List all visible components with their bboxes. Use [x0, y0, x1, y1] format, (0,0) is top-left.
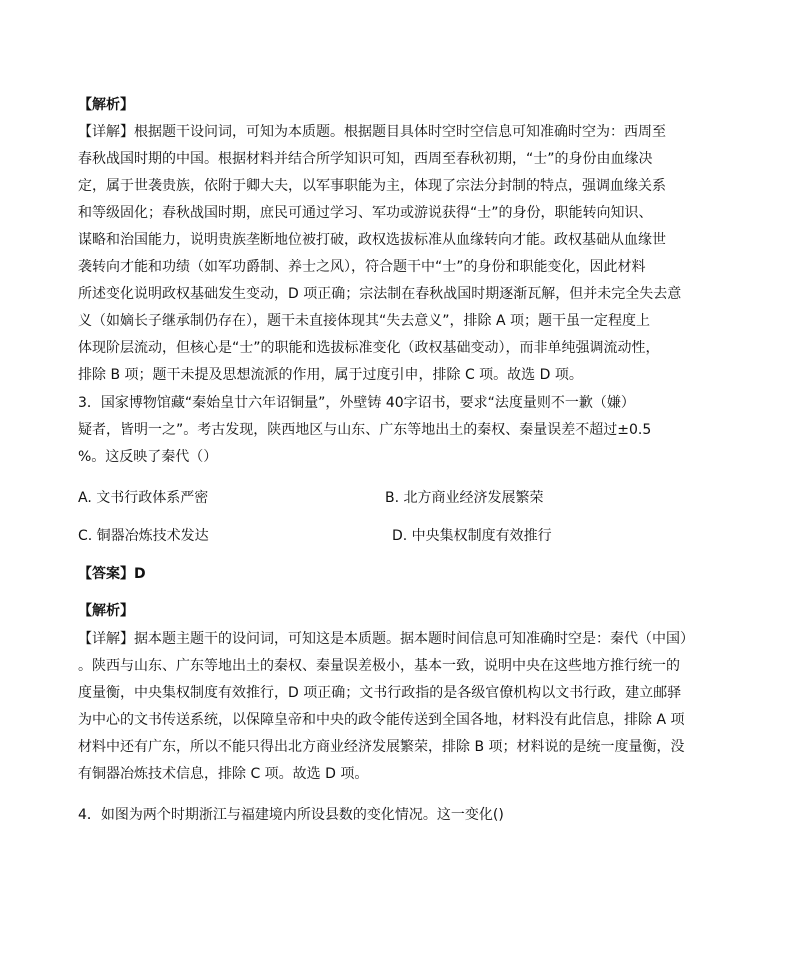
option-a: A. 文书行政体系严密 [78, 490, 209, 506]
paragraph-line: 材料中还有广东，所以不能只得出北方商业经济发展繁荣，排除 B 项；材料说的是统一度量衡，没 [78, 739, 685, 755]
analysis-heading: 【解析】 [78, 97, 134, 113]
paragraph-line: 为中心的文书传送系统，以保障皇帝和中央的政令能传送到全国各地，材料没有此信息，排除 A 项 [78, 712, 685, 728]
option-b: B. 北方商业经济发展繁荣 [385, 490, 544, 506]
paragraph-line: 有铜器冶炼技术信息，排除 C 项。故选 D 项。 [78, 766, 369, 782]
paragraph-line: 和等级固化；春秋战国时期，庶民可通过学习、军功或游说获得“士”的身份，职能转向知识、 [78, 205, 653, 221]
paragraph-line: 【详解】根据题干设问词，可知为本质题。根据题目具体时空时空信息可知准确时空为：西周至 [78, 124, 666, 140]
paragraph-line: 义（如嫡长子继承制仍存在），题干未直接体现其“失去意义”，排除 A 项；题干虽一定程度上 [78, 313, 650, 329]
paragraph-line: 排除 B 项；题干未提及思想流派的作用，属于过度引申，排除 C 项。故选 D 项。 [78, 367, 583, 383]
question-line: 3．国家博物馆藏“秦始皇廿六年诏铜量”，外壁铸 40字诏书，要求“法度量则不一歉（嫌） [78, 395, 635, 411]
paragraph-line: 定，属于世袭贵族，依附于卿大夫，以军事职能为主，体现了宗法分封制的特点，强调血缘关系 [78, 178, 666, 194]
analysis-heading: 【解析】 [78, 603, 134, 619]
option-d: D. 中央集权制度有效推行 [392, 528, 552, 544]
paragraph-line: 袭转向才能和功绩（如军功爵制、养士之风），符合题干中“士”的身份和职能变化，因此材料 [78, 259, 646, 275]
paragraph-line: 春秋战国时期的中国。根据材料并结合所学知识可知，西周至春秋初期，“士”的身份由血缘决 [78, 151, 653, 167]
paragraph-line: 【详解】据本题主题干的设问词，可知这是本质题。据本题时间信息可知准确时空是：秦代（中国） [78, 631, 694, 647]
paragraph-line: 体现阶层流动，但核心是“士”的职能和选拔标准变化（政权基础变动），而非单纯强调流动性， [78, 340, 660, 356]
paragraph-line: 。陕西与山东、广东等地出土的秦权、秦量误差极小，基本一致，说明中央在这些地方推行统一的 [78, 658, 680, 674]
paragraph-line: 所述变化说明政权基础发生变动，D 项正确；宗法制在春秋战国时期逐渐瓦解，但并未完全失去意 [78, 286, 682, 302]
option-c: C. 铜器冶炼技术发达 [78, 528, 209, 544]
question-line: %。这反映了秦代（） [78, 449, 218, 465]
paragraph-line: 谋略和治国能力，说明贵族垄断地位被打破，政权选拔标准从血缘转向才能。政权基础从血缘世 [78, 232, 666, 248]
question-4: 4．如图为两个时期浙江与福建境内所设县数的变化情况。这一变化() [78, 807, 504, 823]
answer-label: 【答案】D [78, 566, 146, 582]
question-line: 疑者，皆明一之”。考古发现，陕西地区与山东、广东等地出土的秦权、秦量误差不超过±0.5 [78, 422, 652, 438]
paragraph-line: 度量衡，中央集权制度有效推行，D 项正确；文书行政指的是各级官僚机构以文书行政，建立邮驿 [78, 685, 682, 701]
